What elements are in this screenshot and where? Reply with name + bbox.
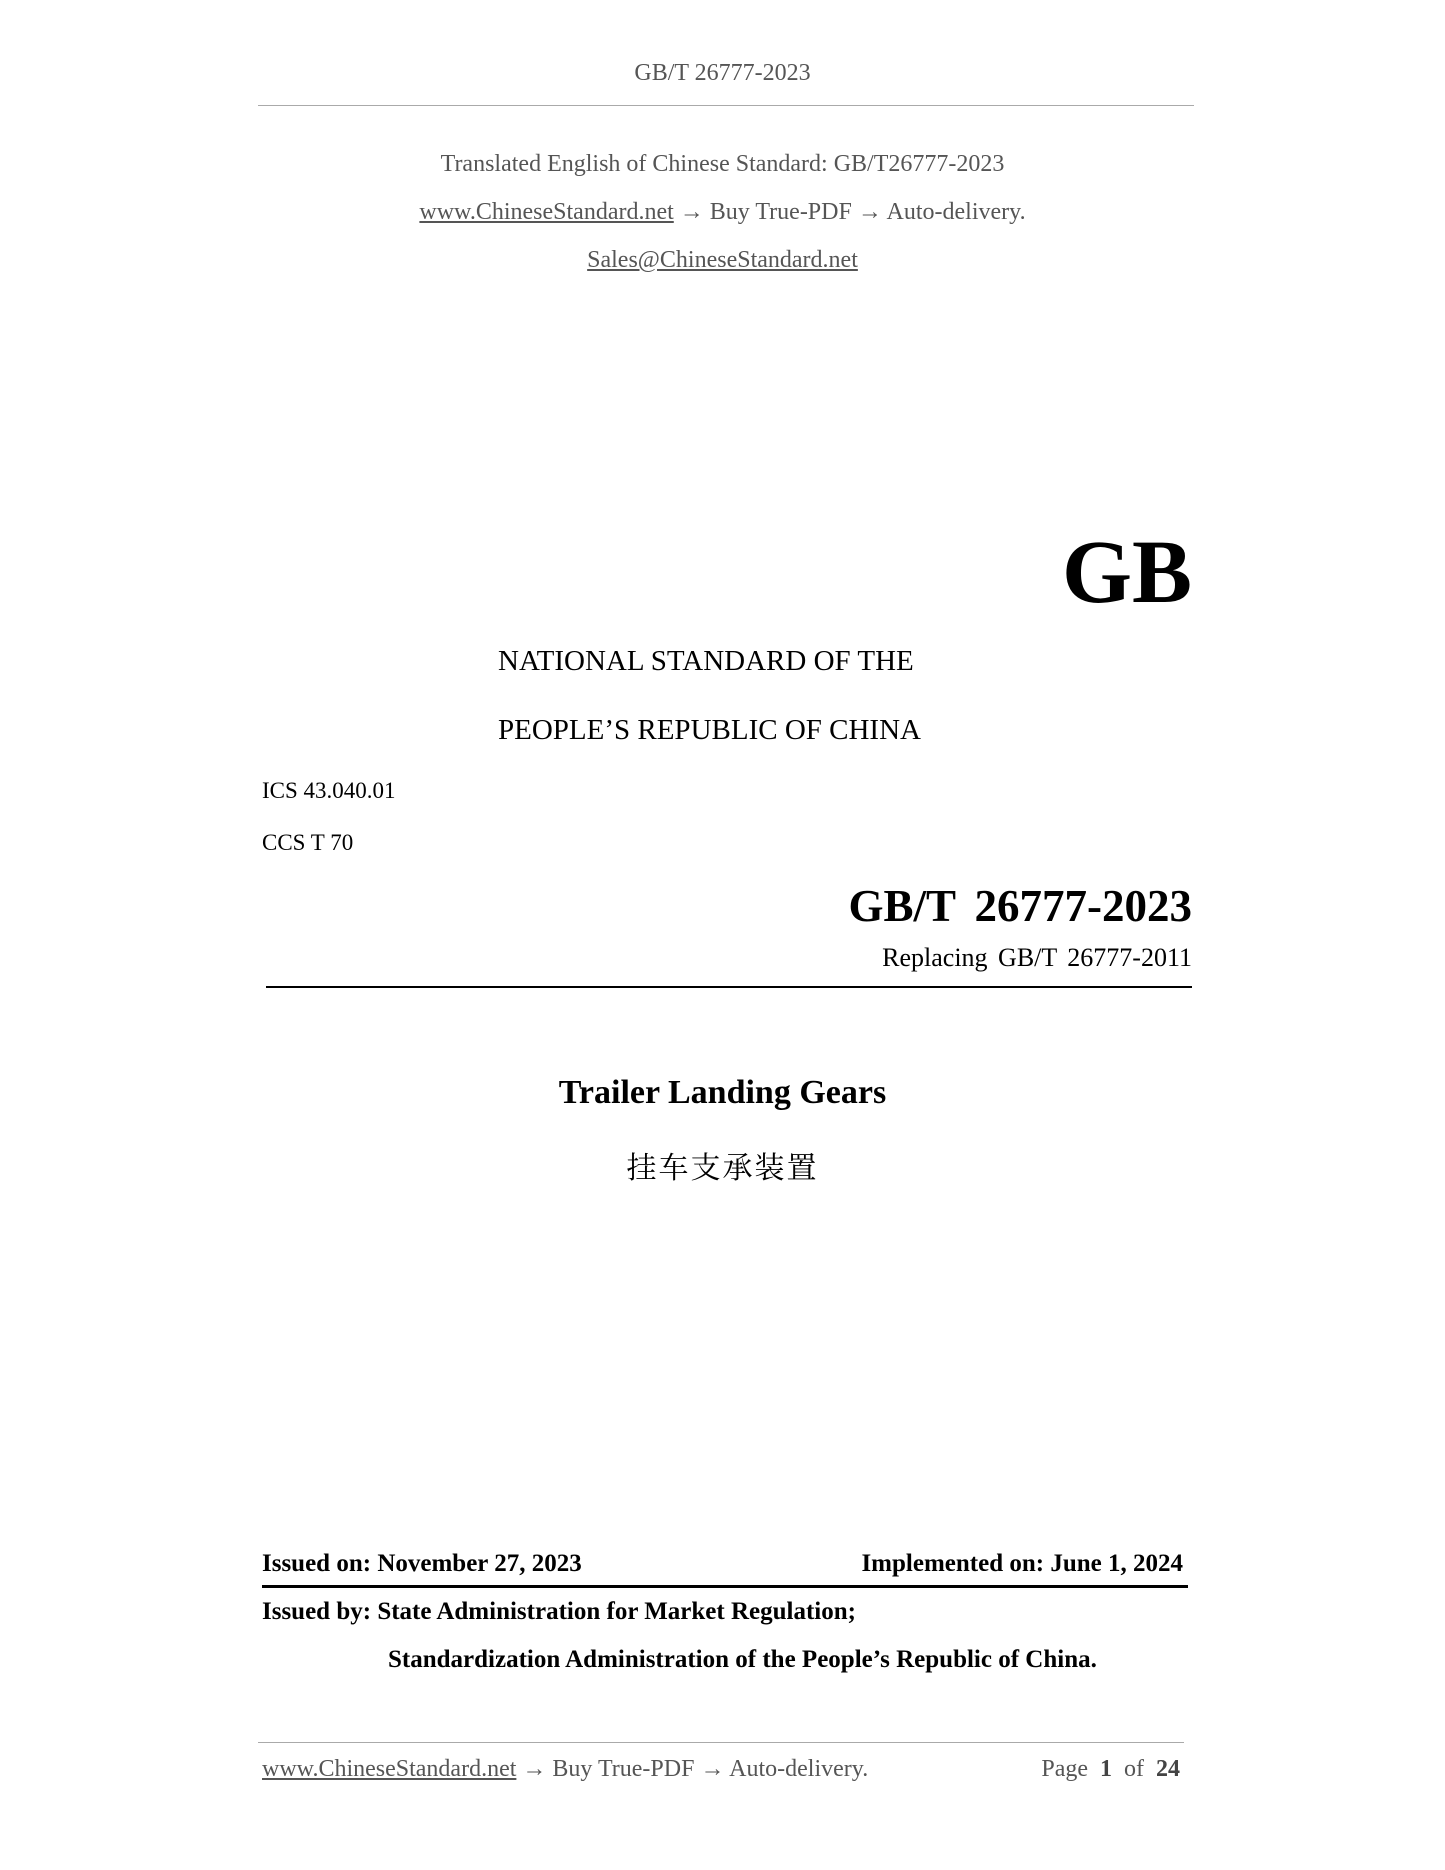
arrow-right-icon: → [679, 199, 704, 225]
chinesestandard-link[interactable]: www.ChineseStandard.net [419, 199, 674, 225]
implemented-on: Implemented on: June 1, 2024 [861, 1550, 1183, 1577]
buy-text: Buy True-PDF [709, 199, 852, 225]
gb-logo: GB [1061, 523, 1192, 622]
promo-line-1: Translated English of Chinese Standard: GB/T26777-2023 [440, 151, 1005, 177]
header-divider [258, 105, 1194, 106]
footer-buy-text: Buy True-PDF [552, 1756, 695, 1782]
footer-divider [258, 1742, 1184, 1743]
issued-by-2: Standardization Administration of the People’s Republic of China. [388, 1646, 1097, 1673]
title-english: Trailer Landing Gears [558, 1074, 887, 1111]
footer-chinesestandard-link[interactable]: www.ChineseStandard.net [262, 1756, 517, 1782]
footer-promo [262, 1756, 868, 1783]
arrow-right-icon: → [700, 1756, 725, 1782]
national-standard-line-2: PEOPLE’S REPUBLIC OF CHINA [498, 714, 921, 746]
promo-line-3 [0, 247, 1445, 274]
page-indicator [1041, 1756, 1180, 1783]
of-word: of [1124, 1756, 1144, 1782]
page-word: Page [1041, 1756, 1088, 1782]
ics-code: ICS 43.040.01 [262, 778, 396, 803]
issued-on: Issued on: November 27, 2023 [262, 1550, 582, 1577]
running-header: GB/T 26777-2023 [634, 60, 811, 86]
issue-rule [262, 1585, 1188, 1588]
standard-number: GB/T 26777-2023 [848, 881, 1192, 931]
arrow-right-icon: → [857, 199, 882, 225]
replacing-note: Replacing GB/T 26777-2011 [882, 943, 1192, 972]
promo-line-2 [0, 199, 1445, 226]
standard-rule [266, 986, 1192, 988]
ccs-code: CCS T 70 [262, 830, 354, 855]
page-total: 24 [1156, 1756, 1180, 1782]
title-chinese: 挂车支承装置 [626, 1151, 819, 1186]
national-standard-line-1: NATIONAL STANDARD OF THE [498, 645, 914, 677]
issued-by: Issued by: State Administration for Market Regulation; [262, 1598, 856, 1625]
footer-delivery-text: Auto-delivery. [729, 1756, 869, 1782]
arrow-right-icon: → [522, 1756, 547, 1782]
sales-email-link[interactable]: Sales@ChineseStandard.net [587, 247, 858, 273]
delivery-text: Auto-delivery. [886, 199, 1026, 225]
page-number: 1 [1100, 1756, 1112, 1782]
